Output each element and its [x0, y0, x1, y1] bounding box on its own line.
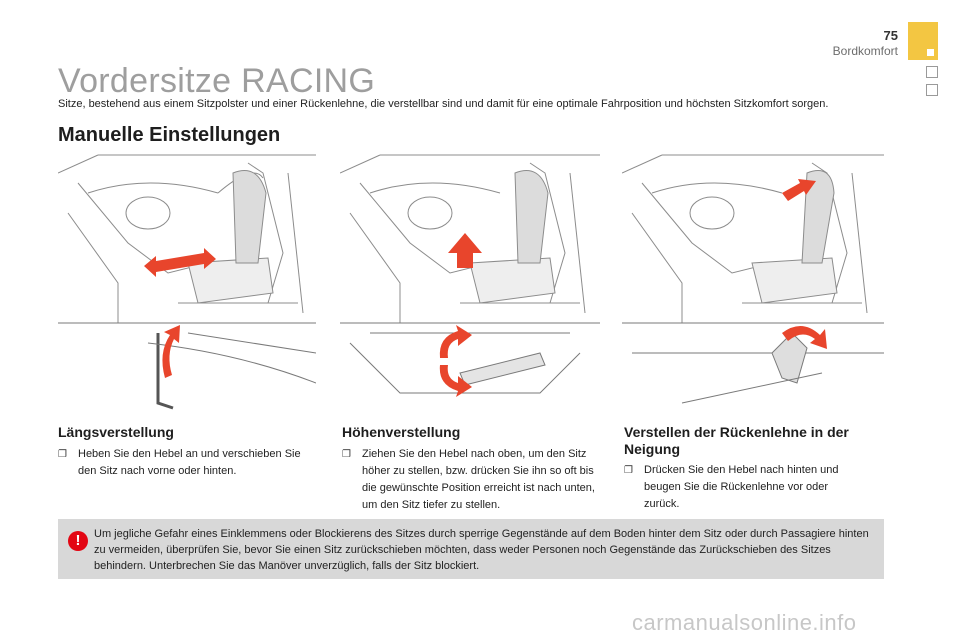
column-title-longitudinal: Längsverstellung — [58, 424, 174, 440]
instruction-text: Heben Sie den Hebel an und verschieben Sie den Sitz nach vorne oder hinten. — [78, 448, 301, 477]
warning-text: Um jegliche Gefahr eines Einklemmens oder Blockierens des Sitzes durch sperrige Gegenstände auf dem Boden hinter dem Sitz oder durch Passagiere hinten zu vermeiden, überprüfen Sie, bevor Sie einen Sitz zurückschieben möchten, dass weder Personen noch Gegenstände das Zurückschieben des Sitzes behindern. Unterbrechen Sie das Manöver unverzüglich, falls der Sitz blockiert. — [94, 528, 869, 572]
seat-illustration-height — [340, 153, 600, 415]
chapter-tab-empty[interactable] — [926, 66, 938, 78]
tab-marker-icon — [927, 49, 934, 56]
instruction-height — [342, 446, 604, 514]
instruction-longitudinal — [58, 446, 320, 480]
section-heading: Manuelle Einstellungen — [58, 124, 281, 146]
page-title: Vordersitze RACING — [58, 62, 376, 100]
chapter-tab[interactable] — [908, 22, 938, 60]
instruction-text: Ziehen Sie den Hebel nach oben, um den Sitz höher zu stellen, bzw. drücken Sie ihn so oft bis die gewünschte Position erreicht ist nach unten, um den Sitz tiefer zu stellen. — [362, 448, 595, 511]
instruction-backrest — [624, 462, 864, 513]
section-name: Bordkomfort — [832, 44, 898, 58]
watermark: carmanualsonline.info — [632, 610, 857, 635]
checkbox-bullet-icon: ❐ — [342, 449, 351, 460]
warning-exclamation-icon: ! — [68, 531, 88, 551]
chapter-tab-empty[interactable] — [926, 84, 938, 96]
seat-height-illustration — [340, 153, 600, 415]
page-number: 75 — [883, 28, 898, 43]
seat-illustration-longitudinal — [58, 153, 316, 415]
instruction-text: Drücken Sie den Hebel nach hinten und beugen Sie die Rückenlehne vor oder zurück. — [644, 464, 839, 510]
checkbox-bullet-icon: ❐ — [58, 449, 67, 460]
column-title-backrest: Verstellen der Rückenlehne in der Neigung — [624, 424, 849, 457]
checkbox-bullet-icon: ❐ — [624, 465, 633, 476]
seat-illustration-backrest — [622, 153, 884, 415]
page-subtitle: Sitze, bestehend aus einem Sitzpolster und einer Rückenlehne, die verstellbar sind und damit für eine optimale Fahrposition und höchsten Sitzkomfort sorgen. — [58, 98, 829, 110]
warning-box — [58, 519, 884, 579]
seat-slide-illustration — [58, 153, 316, 415]
seat-backrest-illustration — [622, 153, 884, 415]
column-title-height: Höhenverstellung — [342, 424, 461, 440]
